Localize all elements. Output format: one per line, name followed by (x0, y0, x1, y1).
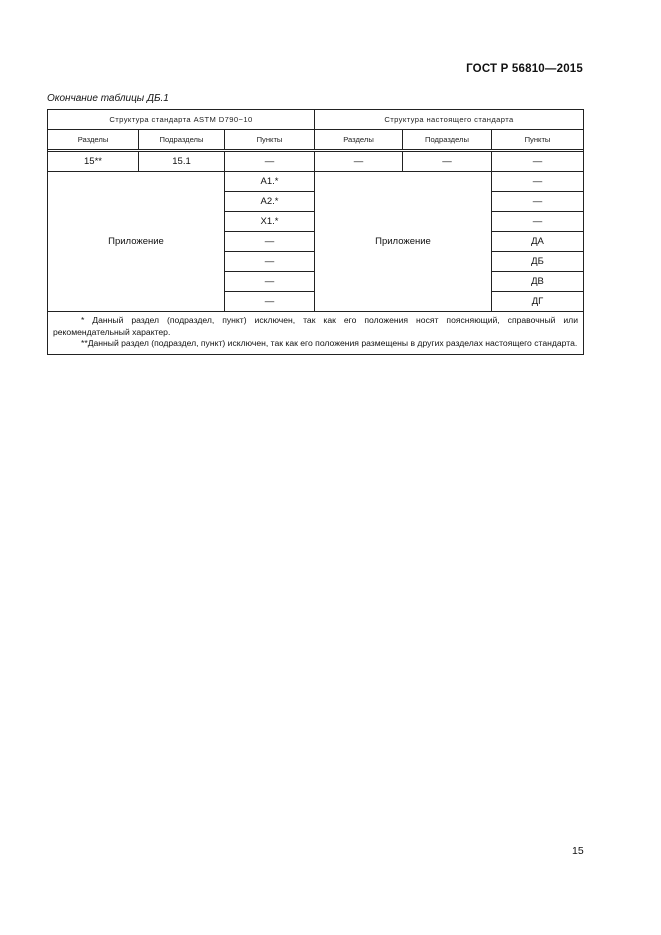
footnotes-row (48, 312, 584, 355)
table-cell: A2.* (225, 192, 315, 212)
table-cell: — (492, 212, 584, 232)
column-header: Разделы (48, 130, 139, 150)
table-cell: ДБ (492, 252, 584, 272)
table-cell: — (225, 292, 315, 312)
table-cell: — (225, 272, 315, 292)
group-header-current: Структура настоящего стандарта (315, 110, 584, 130)
column-header: Подразделы (403, 130, 492, 150)
appendix-cell-left: Приложение (48, 172, 225, 312)
appendix-cell-right: Приложение (315, 172, 492, 312)
table-caption: Окончание таблицы ДБ.1 (47, 93, 169, 104)
footnote: * Данный раздел (подраздел, пункт) исключен, так как его положения носят поясняющий, справочный или рекомендательный характер. (53, 315, 578, 337)
table-cell: — (225, 232, 315, 252)
table-cell: X1.* (225, 212, 315, 232)
column-header: Подразделы (139, 130, 225, 150)
table-cell: 15** (48, 152, 139, 172)
table-cell: A1.* (225, 172, 315, 192)
column-header: Пункты (492, 130, 584, 150)
table-row (48, 172, 584, 192)
column-header: Пункты (225, 130, 315, 150)
table-cell: — (403, 152, 492, 172)
table-row (48, 152, 584, 172)
table-cell: ДГ (492, 292, 584, 312)
footnotes-cell (48, 312, 584, 355)
column-header: Разделы (315, 130, 403, 150)
footnote: **Данный раздел (подраздел, пункт) исключен, так как его положения размещены в других разделах настоящего стандарта. (81, 338, 578, 349)
table-cell: — (492, 192, 584, 212)
standard-id: ГОСТ Р 56810—2015 (466, 63, 583, 75)
table-group-header-row (48, 110, 584, 130)
correspondence-table (47, 109, 584, 355)
table-cell: — (315, 152, 403, 172)
group-header-astm: Структура стандарта ASTM D790−10 (48, 110, 315, 130)
table-cell: 15.1 (139, 152, 225, 172)
table-cell: — (225, 252, 315, 272)
table-cell: — (492, 152, 584, 172)
page-number: 15 (572, 845, 584, 857)
table-column-header-row (48, 130, 584, 150)
table-cell: — (492, 172, 584, 192)
table-cell: — (225, 152, 315, 172)
table-cell: ДВ (492, 272, 584, 292)
table-cell: ДА (492, 232, 584, 252)
